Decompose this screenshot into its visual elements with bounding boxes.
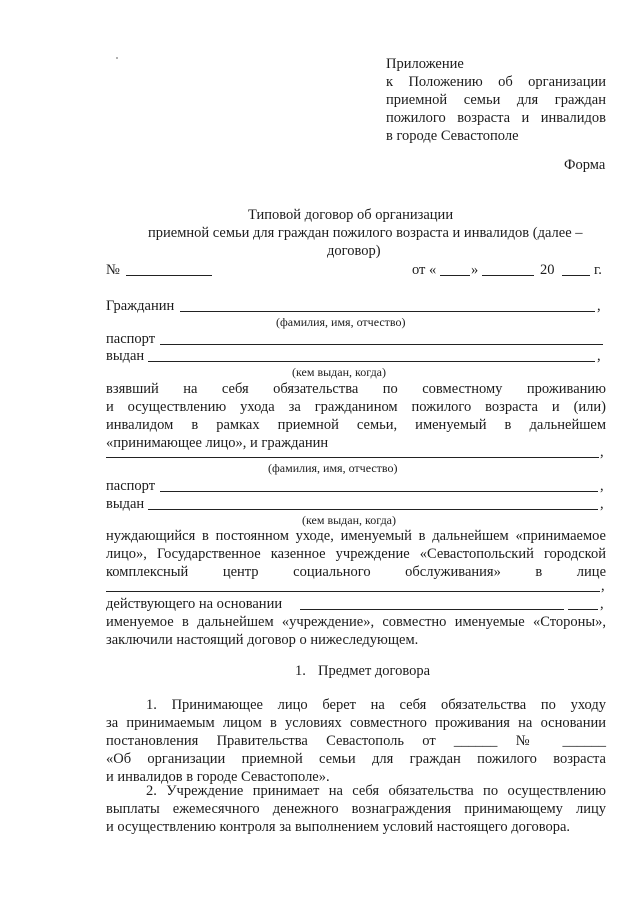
item-line: постановления Правительства Севастополь от ______ № ______ xyxy=(106,733,606,749)
representative-name-field[interactable] xyxy=(106,591,600,592)
issued-caption: (кем выдан, когда) xyxy=(302,513,397,527)
issued-field[interactable] xyxy=(148,361,595,362)
paragraph-line: «принимающее лицо», и гражданин xyxy=(106,435,329,451)
paragraph-line: нуждающийся в постоянном уходе, именуемый в дальнейшем «принимаемое xyxy=(106,528,606,544)
second-passport-field[interactable] xyxy=(160,491,598,492)
date-month-field[interactable] xyxy=(482,275,534,276)
item-line: выплаты ежемесячного денежного вознаграждения принимающему лицу xyxy=(106,801,606,817)
item-line: «Об организации приемной семьи для граждан пожилого возраста xyxy=(106,751,606,767)
item-line: и осуществлению контроля за выполнением условий настоящего договора. xyxy=(106,819,570,835)
contract-number-label: № xyxy=(106,262,120,278)
passport-label: паспорт xyxy=(106,331,156,347)
appendix-line: приемной семьи для граждан xyxy=(386,92,606,108)
passport-label: паспорт xyxy=(106,478,156,494)
item-2 xyxy=(106,782,606,836)
date-from-label: от « xyxy=(412,262,437,278)
date-year-prefix: 20 xyxy=(540,262,555,278)
paragraph-obligations xyxy=(106,380,606,452)
contract-number-field[interactable] xyxy=(126,275,212,276)
item-1 xyxy=(106,696,606,786)
appendix-line: к Положению об организации xyxy=(386,74,606,90)
issued-label: выдан xyxy=(106,348,145,364)
paragraph-line: заключили настоящий договор о нижеследующем. xyxy=(106,632,419,648)
comma: , xyxy=(600,596,604,612)
paragraph-line: лицо», Государственное казенное учреждение «Севастопольский городской xyxy=(106,546,606,562)
paragraph-receiver xyxy=(106,527,606,581)
appendix-line: пожилого возраста и инвалидов xyxy=(386,110,606,126)
date-day-field[interactable] xyxy=(440,275,470,276)
comma: , xyxy=(601,578,605,594)
comma: , xyxy=(597,348,601,364)
item-line: за принимаемым лицом в условиях совместного проживания на основании xyxy=(106,715,606,731)
acting-basis-label: действующего на основании xyxy=(106,596,283,612)
comma: , xyxy=(600,478,604,494)
document-title-line2: приемной семьи для граждан пожилого возраста и инвалидов (далее – xyxy=(148,225,583,241)
document-title: Типовой договор об организации xyxy=(248,207,454,223)
citizen-label: Гражданин xyxy=(106,298,175,314)
comma: , xyxy=(597,298,601,314)
paragraph-line: взявший на себя обязательства по совместному проживанию xyxy=(106,381,606,397)
comma: , xyxy=(600,496,604,512)
issued-caption: (кем выдан, когда) xyxy=(292,365,387,379)
comma: , xyxy=(600,444,604,460)
fio-caption: (фамилия, имя, отчество) xyxy=(268,461,398,475)
paragraph-line: комплексный центр социального обслуживания» в лице xyxy=(106,564,606,580)
fio-caption: (фамилия, имя, отчество) xyxy=(276,315,406,329)
second-issued-field[interactable] xyxy=(148,509,598,510)
section-number: 1. xyxy=(295,663,306,679)
item-line: 1. Принимающее лицо берет на себя обязательства по уходу xyxy=(146,697,606,713)
scan-speck xyxy=(116,57,118,59)
appendix-line: Приложение xyxy=(386,56,464,72)
date-year-suffix: г. xyxy=(594,262,602,278)
passport-field[interactable] xyxy=(160,344,603,345)
section-title: Предмет договора xyxy=(318,663,431,679)
paragraph-institution xyxy=(106,613,606,649)
item-line: и инвалидов в городе Севастополе». xyxy=(106,769,330,785)
acting-basis-field[interactable] xyxy=(300,609,564,610)
document-title-line3: договор) xyxy=(327,243,381,259)
paragraph-line: именуемое в дальнейшем «учреждение», совместно именуемые «Стороны», xyxy=(106,614,606,630)
citizen-name-field[interactable] xyxy=(180,311,595,312)
acting-basis-field-extra[interactable] xyxy=(568,609,598,610)
paragraph-line: инвалидом в рамках приемной семьи, именуемый в дальнейшем xyxy=(106,417,606,433)
appendix-block xyxy=(386,55,606,145)
issued-label: выдан xyxy=(106,496,145,512)
appendix-line: в городе Севастополе xyxy=(386,128,519,144)
form-label: Форма xyxy=(564,157,606,173)
date-year-field[interactable] xyxy=(562,275,590,276)
item-line: 2. Учреждение принимает на себя обязательства по осуществлению xyxy=(146,783,606,799)
second-citizen-name-field[interactable] xyxy=(106,457,599,458)
date-quote-close: » xyxy=(471,262,479,278)
paragraph-line: и осуществлению ухода за гражданином пожилого возраста и (или) xyxy=(106,399,606,415)
